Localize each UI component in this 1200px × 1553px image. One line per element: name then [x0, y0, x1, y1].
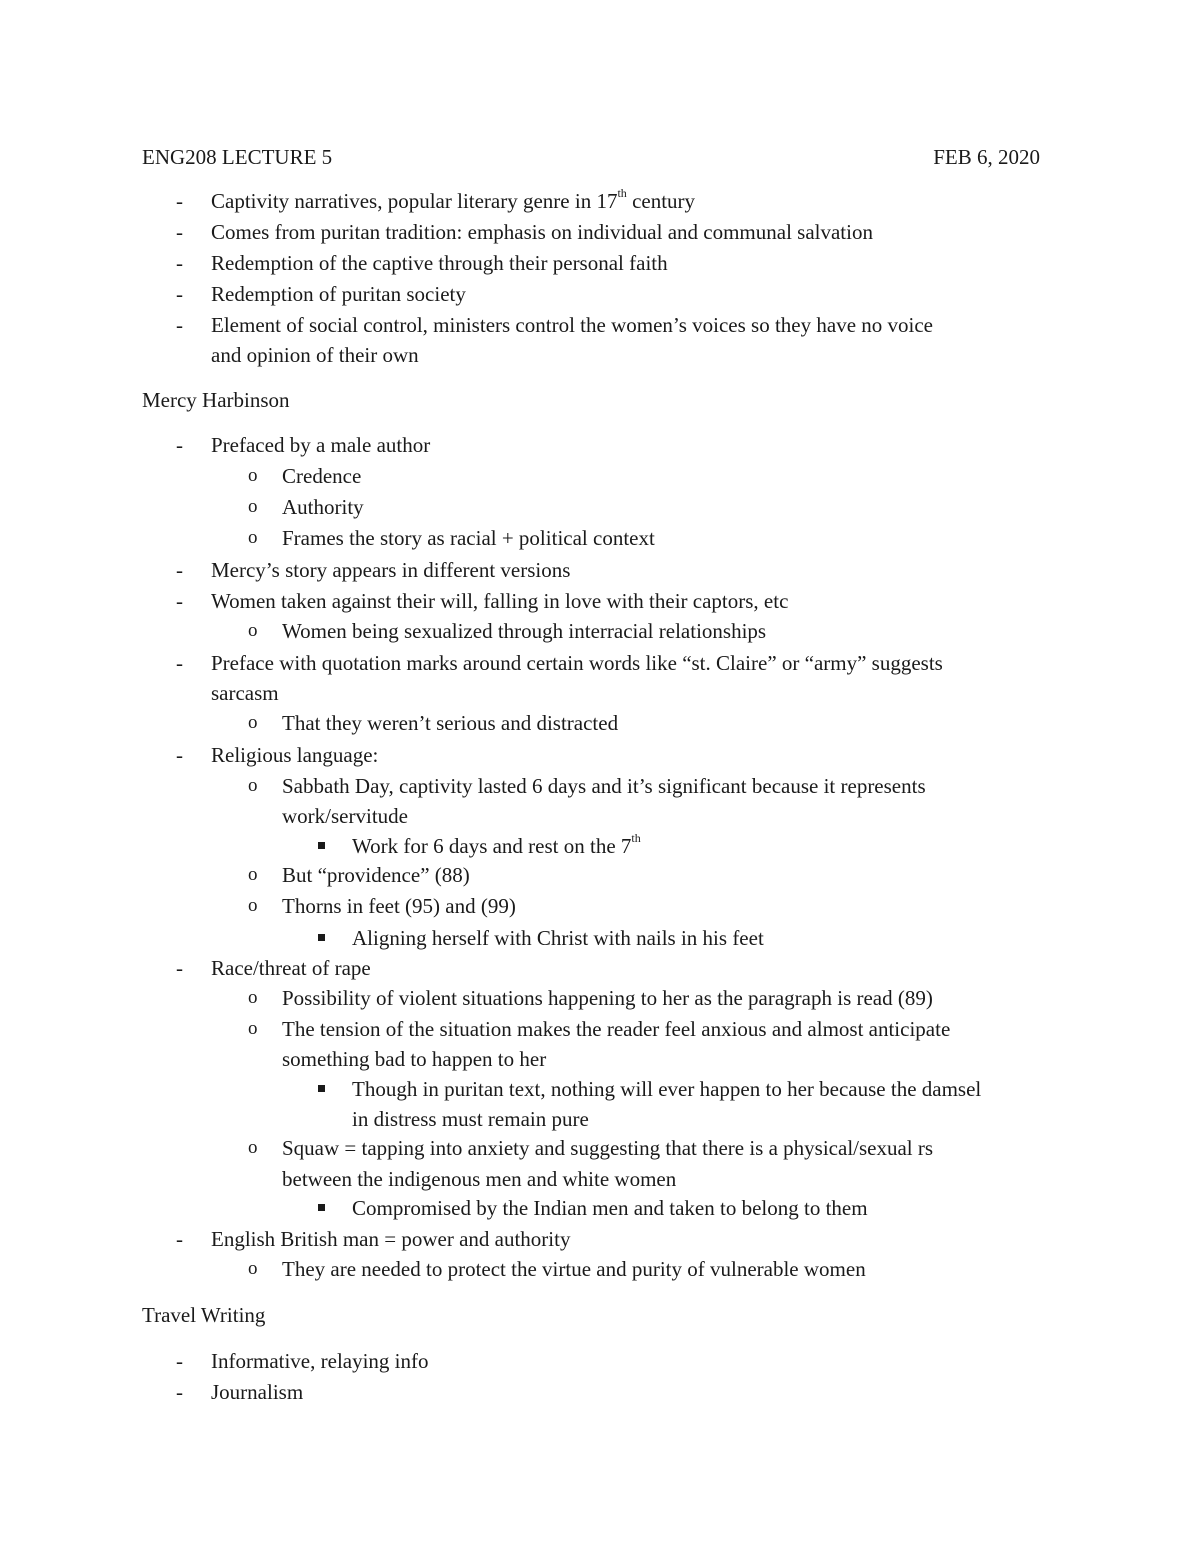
sub-item-continuation: something bad to happen to her: [282, 1047, 547, 1071]
sub-sub-item: Compromised by the Indian men and taken to belong to them: [352, 1196, 868, 1220]
dash-bullet: -: [176, 651, 183, 675]
list-item: Women taken against their will, falling in love with their captors, etc: [211, 589, 789, 613]
list-item-continuation: sarcasm: [211, 681, 279, 705]
dash-bullet: -: [176, 1227, 183, 1251]
square-bullet: [318, 934, 325, 941]
section-heading-mercy: Mercy Harbinson: [142, 388, 290, 412]
circle-bullet: o: [248, 620, 258, 641]
circle-bullet: o: [248, 496, 258, 517]
list-item: Captivity narratives, popular literary genre in 17th century: [211, 186, 696, 213]
circle-bullet: o: [248, 775, 258, 796]
circle-bullet: o: [248, 712, 258, 733]
list-item: Redemption of the captive through their personal faith: [211, 251, 668, 275]
list-item: Element of social control, ministers control the women’s voices so they have no voice: [211, 313, 933, 337]
list-item: Prefaced by a male author: [211, 433, 431, 457]
circle-bullet: o: [248, 987, 258, 1008]
sub-sub-item: Aligning herself with Christ with nails in his feet: [352, 926, 764, 950]
dash-bullet: -: [176, 189, 183, 213]
sub-item: Possibility of violent situations happening to her as the paragraph is read (89): [282, 986, 933, 1010]
sub-item: Thorns in feet (95) and (99): [282, 894, 516, 918]
list-item: Mercy’s story appears in different versions: [211, 558, 571, 582]
list-item: Journalism: [211, 1380, 304, 1404]
circle-bullet: o: [248, 1018, 258, 1039]
sub-item-continuation: between the indigenous men and white women: [282, 1167, 677, 1191]
list-item: English British man = power and authority: [211, 1227, 571, 1251]
circle-bullet: o: [248, 1258, 258, 1279]
dash-bullet: -: [176, 1380, 183, 1404]
dash-bullet: -: [176, 251, 183, 275]
sub-item-continuation: work/servitude: [282, 804, 408, 828]
square-bullet: [318, 1204, 325, 1211]
circle-bullet: o: [248, 864, 258, 885]
list-item: Religious language:: [211, 743, 379, 767]
circle-bullet: o: [248, 895, 258, 916]
dash-bullet: -: [176, 433, 183, 457]
sub-item: Sabbath Day, captivity lasted 6 days and it’s significant because it represents: [282, 774, 926, 798]
list-item: Preface with quotation marks around certain words like “st. Claire” or “army” suggests: [211, 651, 943, 675]
lecture-date: FEB 6, 2020: [933, 145, 1040, 169]
list-item: Informative, relaying info: [211, 1349, 429, 1373]
dash-bullet: -: [176, 282, 183, 306]
sub-sub-item: Work for 6 days and rest on the 7th: [352, 831, 641, 858]
dash-bullet: -: [176, 558, 183, 582]
list-item: Race/threat of rape: [211, 956, 371, 980]
sub-sub-item: Though in puritan text, nothing will ever happen to her because the damsel: [352, 1077, 982, 1101]
dash-bullet: -: [176, 743, 183, 767]
list-item: Redemption of puritan society: [211, 282, 466, 306]
sub-item: Credence: [282, 464, 362, 488]
dash-bullet: -: [176, 1349, 183, 1373]
sub-item: Squaw = tapping into anxiety and suggesting that there is a physical/sexual rs: [282, 1136, 934, 1160]
sub-item: But “providence” (88): [282, 863, 470, 887]
circle-bullet: o: [248, 1137, 258, 1158]
document-header: [142, 142, 1040, 172]
circle-bullet: o: [248, 527, 258, 548]
sub-item: The tension of the situation makes the reader feel anxious and almost anticipate: [282, 1017, 951, 1041]
dash-bullet: -: [176, 589, 183, 613]
list-item: Comes from puritan tradition: emphasis on individual and communal salvation: [211, 220, 873, 244]
section-heading-travel: Travel Writing: [142, 1303, 266, 1327]
sub-item: They are needed to protect the virtue and purity of vulnerable women: [282, 1257, 866, 1281]
list-item-continuation: and opinion of their own: [211, 343, 419, 367]
dash-bullet: -: [176, 956, 183, 980]
sub-item: Frames the story as racial + political context: [282, 526, 655, 550]
circle-bullet: o: [248, 465, 258, 486]
sub-item: That they weren’t serious and distracted: [282, 711, 619, 735]
sub-sub-item-continuation: in distress must remain pure: [352, 1107, 589, 1131]
dash-bullet: -: [176, 313, 183, 337]
square-bullet: [318, 1085, 325, 1092]
square-bullet: [318, 842, 325, 849]
sub-item: Women being sexualized through interracial relationships: [282, 619, 767, 643]
sub-item: Authority: [282, 495, 364, 519]
dash-bullet: -: [176, 220, 183, 244]
course-title: ENG208 LECTURE 5: [142, 145, 333, 169]
